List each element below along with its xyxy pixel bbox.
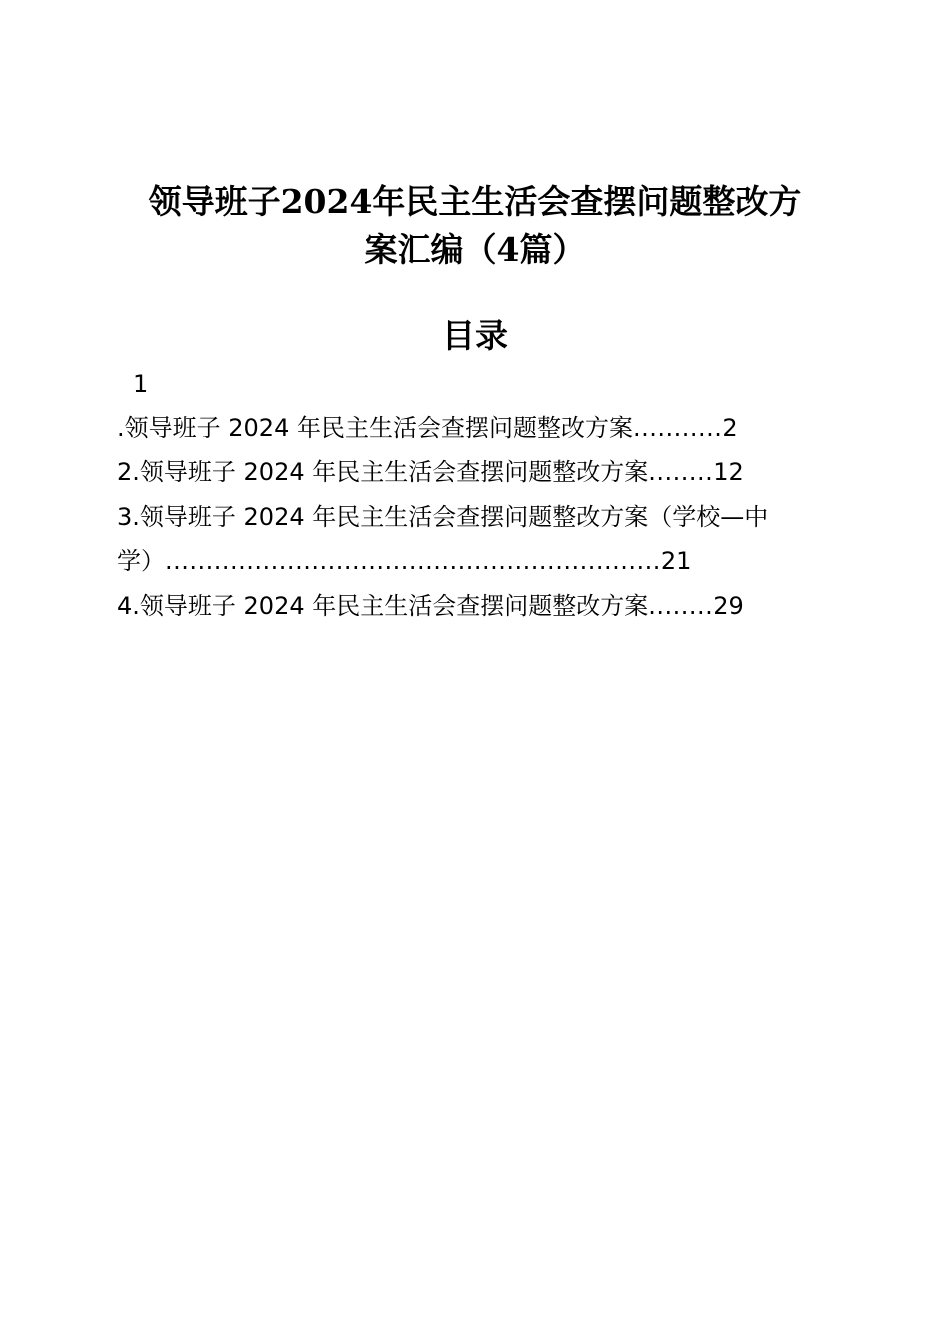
toc-entry-3-line-2[interactable]: [117, 541, 691, 581]
toc-entry-2-title: 2.领导班子 2024 年民主生活会查摆问题整改方案: [117, 458, 649, 486]
toc-entry-1-number: 1: [133, 370, 149, 398]
toc-entry-4[interactable]: [117, 586, 744, 626]
toc-entry-1-leader: ...........: [632, 414, 723, 442]
toc-entry-1-page: 2: [722, 414, 738, 442]
toc-entry-3-line-1[interactable]: [117, 497, 768, 537]
document-title-line-2: 案汇编（4篇）: [364, 230, 586, 269]
toc-entry-4-title: 4.领导班子 2024 年民主生活会查摆问题整改方案: [117, 592, 649, 620]
toc-entry-1-title: .领导班子 2024 年民主生活会查摆问题整改方案: [117, 414, 633, 442]
toc-entry-1[interactable]: [117, 408, 738, 448]
toc-entry-2-page: 12: [713, 458, 744, 486]
document-title: [110, 178, 840, 274]
document-title-line-1: 领导班子2024年民主生活会查摆问题整改方: [148, 182, 802, 221]
toc-entry-3-leader: .............................................................: [165, 547, 661, 575]
toc-entry-2[interactable]: [117, 452, 744, 492]
toc-heading: 目录: [442, 316, 508, 355]
toc-entry-4-page: 29: [713, 592, 744, 620]
toc-entry-4-leader: ........: [648, 592, 714, 620]
toc-entry-2-leader: ........: [648, 458, 714, 486]
toc-entry-3-title: 3.领导班子 2024 年民主生活会查摆问题整改方案（学校—中: [117, 503, 769, 531]
toc-entry-3-title-cont: 学）: [117, 547, 165, 575]
toc-entry-3-page: 21: [660, 547, 692, 575]
